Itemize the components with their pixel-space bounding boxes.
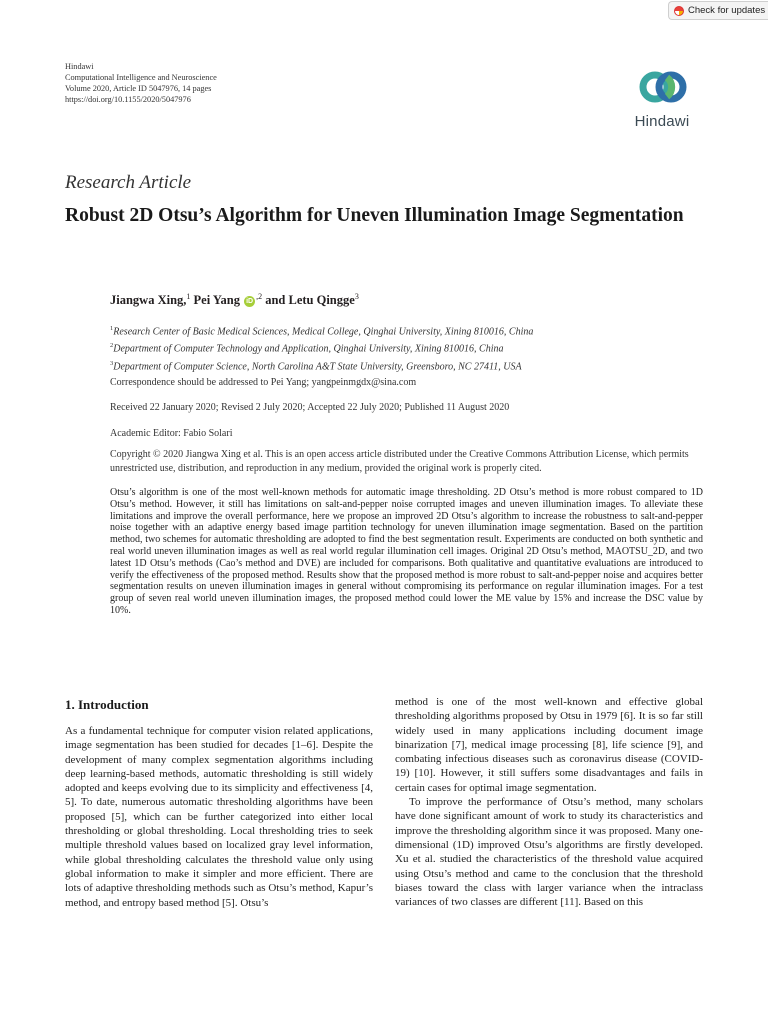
author-list [110, 292, 359, 308]
correspondence: Correspondence should be addressed to Pei Yang; yangpeinmgdx@sina.com [110, 377, 417, 388]
affiliations [110, 322, 533, 374]
article-type: Research Article [65, 172, 192, 193]
journal-header [65, 61, 217, 105]
publisher-name: Hindawi [65, 62, 94, 71]
hindawi-logo-text: Hindawi [634, 113, 690, 130]
doi-link[interactable]: https://doi.org/10.1155/2020/5047976 [65, 95, 191, 104]
academic-editor: Academic Editor: Fabio Solari [110, 428, 233, 439]
body-column-right [395, 695, 703, 909]
paragraph: To improve the performance of Otsu’s method, many scholars have done significant amount of work to study its characteristics and improve the thresholding algorithm since it was proposed. Many one-dimensional (1D) improved Otsu’s algorithms are firstly developed. Xu et al. studied the characteristics of the threshold value acquired using Otsu’s method and came to the conclusion that the threshold biases toward the class with larger variance when the intraclass variances of two classes are different [11]. Based on this [395, 796, 703, 909]
author-name[interactable]: Jiangwa Xing, [110, 293, 187, 308]
journal-name: Computational Intelligence and Neuroscience [65, 73, 217, 82]
paragraph: As a fundamental technique for computer vision related applications, image segmentation has been studied for decades [1–6]. Despite the development of many complex segmentation algorithms including deep learning-based methods, automatic thresholding is still widely adopted and keeps evolving due to its simplicity and effectiveness [4, 5]. To date, numerous automatic thresholding algorithms have been proposed [5], which can be further categorized into either local thresholding or global thresholding. Local thresholding tries to seek multiple threshold values based on localized gray level information, while global thresholding calculates the threshold value only using global information to make it simpler and more efficient. There are lots of adaptive thresholding methods such as Otsu’s method, Kapur’s method, and entropy based method [5]. Otsu’s [65, 725, 373, 909]
author-sup: 1 [186, 292, 191, 301]
author-name[interactable]: Pei Yang [193, 293, 240, 308]
author-name[interactable]: and Letu Qingge [265, 293, 355, 308]
paragraph: method is one of the most well-known and effective global thresholding algorithms proposed by Otsu in 1979 [6]. It is so far still widely used in many applications including document image binarization [7], medical image processing [8], life science [9], and combating infectious diseases such as coronavirus disease (COVID-19) [10]. However, it still suffers some disadvantages and fails in certain cases for optimal image segmentation. [395, 696, 703, 794]
check-for-updates-label: Check for updates [688, 5, 766, 16]
journal-volume: Volume 2020, Article ID 5047976, 14 pages [65, 84, 212, 93]
author-sup: 3 [354, 292, 359, 301]
paper-title: Robust 2D Otsu’s Algorithm for Uneven Illumination Image Segmentation [65, 205, 684, 226]
check-for-updates-button[interactable] [668, 1, 768, 20]
abstract: Otsu’s algorithm is one of the most well-known methods for automatic image thresholding. 2D Otsu’s method is more robust compared to 1D Otsu’s method. However, it still has limitations on salt-and-pepper noise corrupted images and uneven illumination images. To alleviate these limitations and improve the overall performance, here we propose an improved 2D Otsu’s algorithm to increase the robustness to salt-and-pepper noise together with an adaptive energy based image partition technology for uneven illumination image segmentation. Based on the partition method, two schemes for automatic thresholding are adopted to find the best segmentation result. Experiments are conducted on both synthetic and real world uneven illumination images as well as real world regular illumination cell images. Original 2D Otsu’s method, MAOTSU_2D, and two latest 1D Otsu’s methods (Cao’s method and DVE) are included for comparisons. Both qualitative and quantitative evaluations are introduced to verify the effectiveness of the proposed method. Results show that the proposed method is more robust to salt-and-pepper noise and acquires better segmentation results on uneven illumination images in general without compromising its performance on regular illumination images. For a test group of seven real world uneven illumination images, the proposed method could lower the ME value by 15% and increase the DSC value by 10%. [110, 487, 703, 616]
affiliation: $^2$Department of Computer Technology and Application, Qinghai University, Xining 810016, China [110, 342, 504, 355]
body-column-left [65, 724, 373, 910]
affiliation: $^1$Research Center of Basic Medical Sciences, Medical College, Qinghai University, Xining 810016, China [110, 325, 534, 338]
orcid-icon[interactable]: iD [246, 297, 254, 305]
affiliation: $^3$Department of Computer Science, North Carolina A&T State University, Greensboro, NC 27411, USA [110, 359, 522, 372]
crossmark-icon [674, 6, 684, 16]
copyright-notice: Copyright © 2020 Jiangwa Xing et al. This is an open access article distributed under the Creative Commons Attribution License, which permits unrestricted use, distribution, and reproduction in any medium, provided the original work is properly cited. [110, 449, 689, 474]
author-sup: ,2 [256, 292, 263, 301]
hindawi-logo-icon [638, 64, 688, 110]
section-heading: 1. Introduction [65, 697, 149, 712]
publication-dates: Received 22 January 2020; Revised 2 July 2020; Accepted 22 July 2020; Published 11 August 2020 [110, 402, 510, 413]
